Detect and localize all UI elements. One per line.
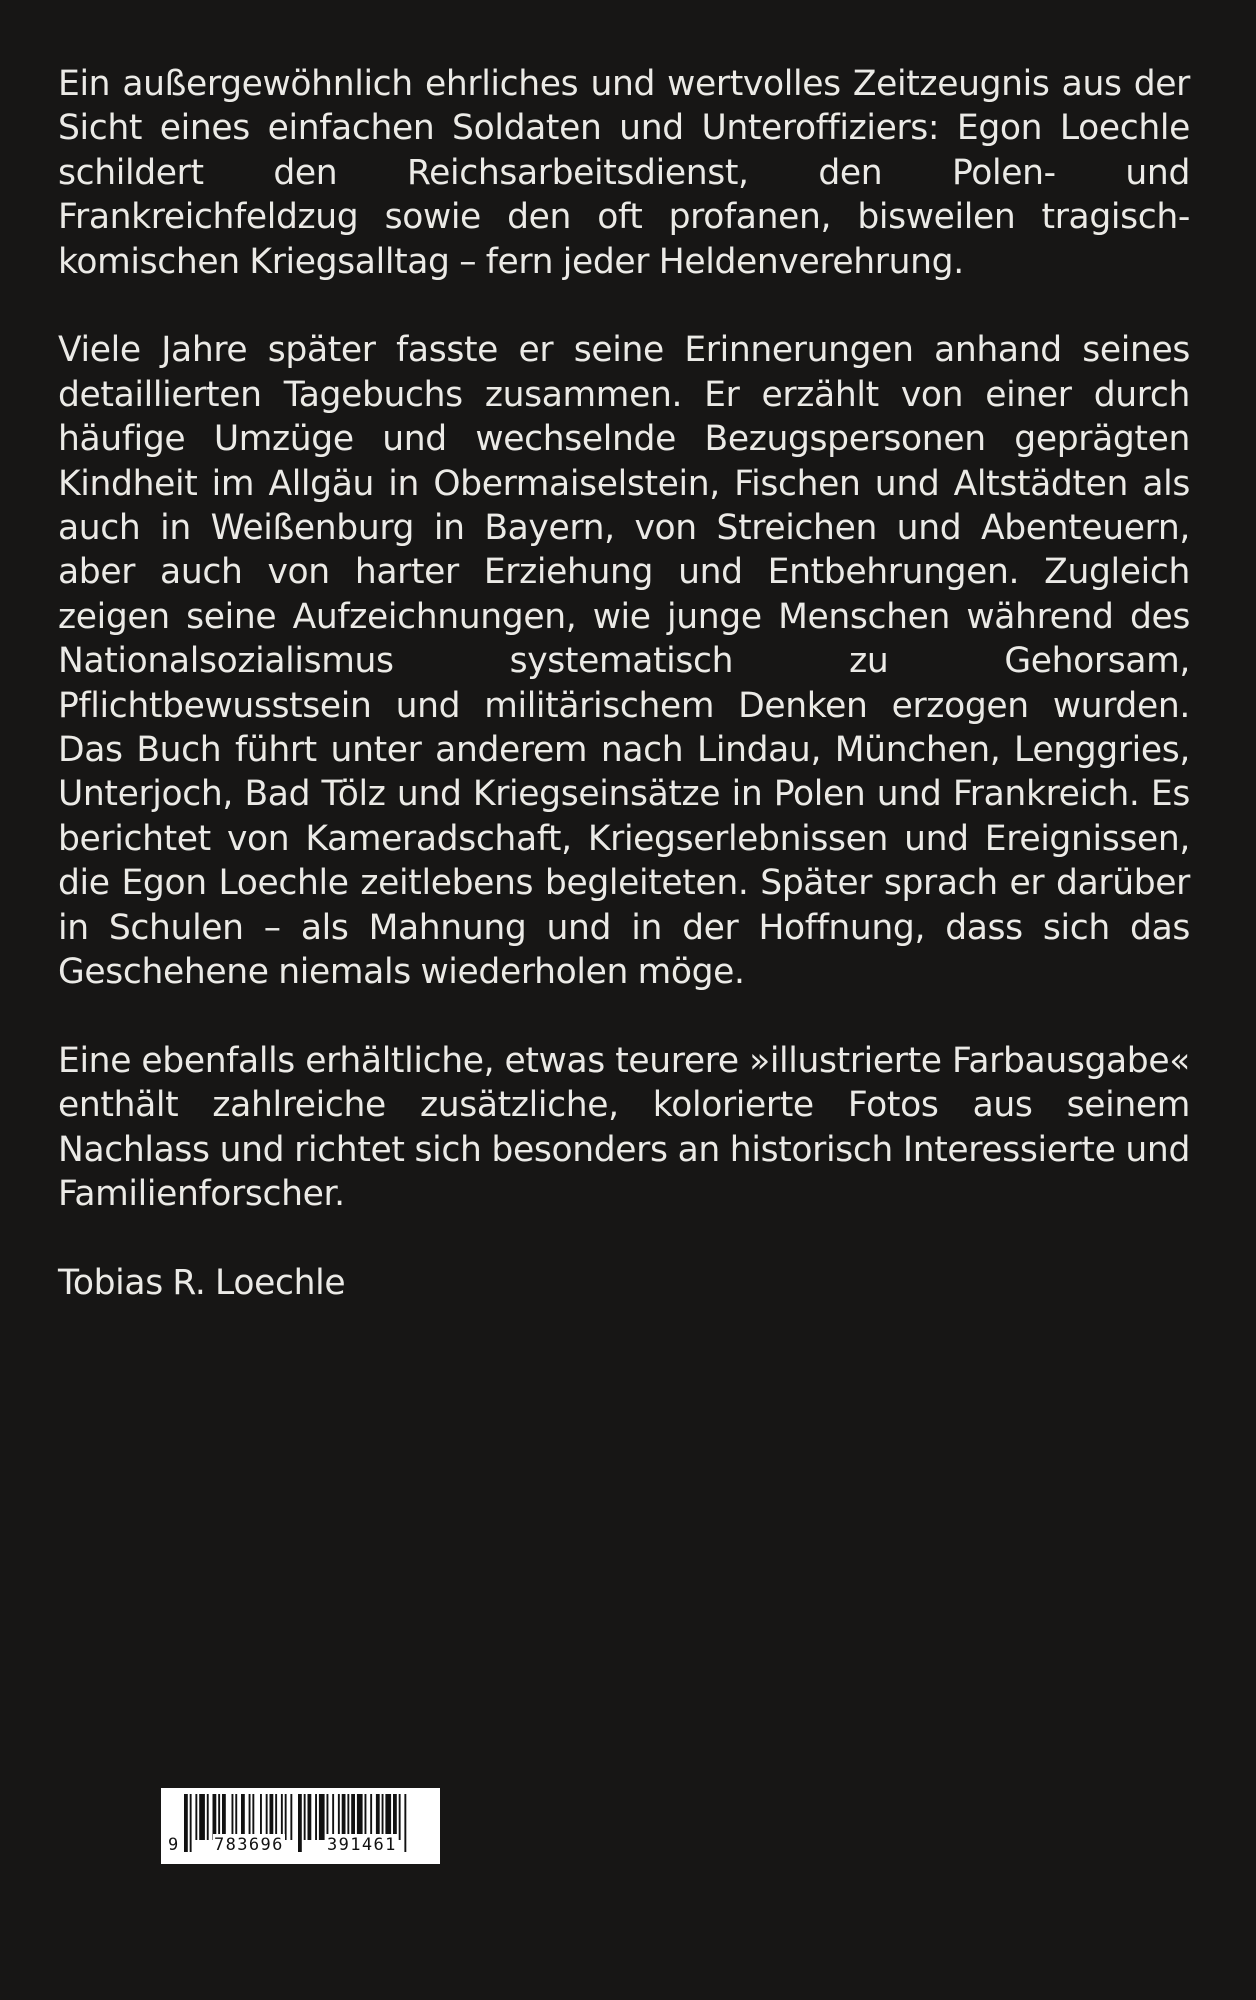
blurb-paragraph-1: Ein außergewöhnlich ehrliches und wertvolles Zeitzeugnis aus der Sicht eines einfachen Soldaten und Unteroffiziers: Egon Loechle schildert den Reichsarbeitsdienst, den Polen- und Frankreichfeldzug sowie den oft profanen, bisweilen tragisch- komischen Kriegsalltag – fern jeder Heldenverehrung. bbox=[58, 64, 1190, 282]
isbn-barcode bbox=[161, 1788, 440, 1864]
barcode-lead-digit: 9 bbox=[168, 1835, 180, 1855]
barcode-right-digits: 391461 bbox=[327, 1835, 397, 1855]
blurb-paragraph-3: Eine ebenfalls erhältliche, etwas teurere »illustrierte Farbausgabe« enthält zahlreiche zusätzliche, kolorierte Fotos aus seinem Nachlass und richtet sich besonders an historisch Interessierte und Familienforscher. bbox=[58, 1040, 1190, 1215]
blurb-paragraph-2: Viele Jahre später fasste er seine Erinnerungen anhand seines detaillierten Tagebuchs zusammen. Er erzählt von einer durch häufige Umzüge und wechselnde Bezugspersonen geprägten Kindheit im Allgäu in Obermaiselstein, Fischen und Altstädten als auch in Weißenburg in Bayern, von Streichen und Abenteuern, aber auch von harter Erziehung und Entbehrungen. Zugleich zeigen seine Aufzeichnungen, wie junge Menschen während des Nationalsozialismus systematisch zu Gehorsam, Pflichtbewusstsein und militärischem Denken erzogen wurden. Das Buch führt unter anderem nach Lindau, München, Lenggries, Unterjoch, Bad Tölz und Kriegseinsätze in Polen und Frankreich. Es berichtet von Kameradschaft, Kriegserlebnissen und Ereignissen, die Egon Loechle zeitlebens begleiteten. Später sprach er darüber in Schulen – als Mahnung und in der Hoffnung, dass sich das Geschehene niemals wiederholen möge. bbox=[58, 330, 1190, 993]
barcode-left-digits: 783696 bbox=[214, 1835, 284, 1855]
author-signature: Tobias R. Loechle bbox=[58, 1262, 346, 1303]
barcode-number bbox=[161, 1834, 440, 1856]
back-cover-blurb bbox=[58, 62, 1190, 1305]
